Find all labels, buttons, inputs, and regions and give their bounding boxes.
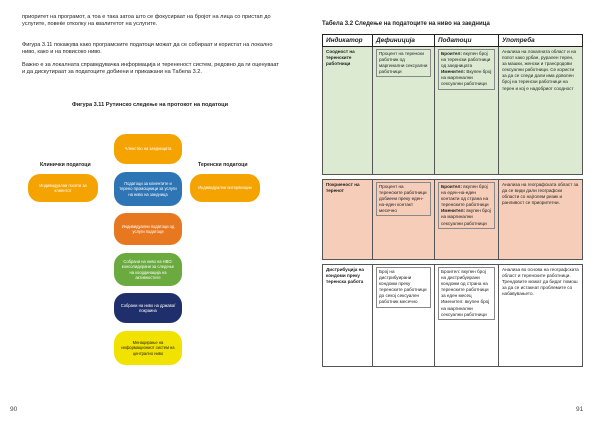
step-community-membership: Членство на заедницата bbox=[114, 134, 182, 164]
right-page bbox=[300, 0, 600, 424]
numerator-label: Броител: bbox=[441, 184, 462, 189]
field-data-label: Теренски податоци bbox=[198, 162, 248, 168]
numerator-text: вкупен број на еден-на-еден контакти од страна на теренските работници bbox=[441, 184, 489, 208]
table-header-row bbox=[323, 35, 583, 47]
definition-box: Процент на теренските работници добиени преку еден-на-еден контакт месечно bbox=[376, 182, 431, 216]
cell-use: Анализа на географската област за да се види дали географски области со најголем ризик и ранливост се приоритетни. bbox=[499, 180, 583, 260]
numerator-label: Броител: bbox=[441, 51, 462, 56]
denominator-text: вкупен број на маргинални сексуални работници bbox=[441, 299, 490, 317]
data-box bbox=[438, 267, 495, 320]
header-indicator: Индикатор bbox=[323, 35, 373, 47]
header-definition: Дефиниција bbox=[373, 35, 435, 47]
definition-box: Процент на теренски работник од маргинални сексуални работници bbox=[376, 49, 431, 77]
table-title: Табела 3.2 Следење на податоците на ниво на заедница bbox=[322, 21, 490, 27]
cell-indicator: Покриеност на теренот bbox=[323, 180, 373, 260]
definition-box: Број на дистрибуирани кондоми преку теренските работници до секој сексуален работник месечно bbox=[376, 267, 431, 308]
cell-definition bbox=[373, 265, 435, 367]
data-box bbox=[438, 182, 495, 229]
page-number-left: 90 bbox=[10, 406, 18, 413]
table-row bbox=[323, 47, 583, 175]
field-interventions-box: Индивидуални интервенции bbox=[190, 174, 260, 202]
cell-definition bbox=[373, 180, 435, 260]
step-client-data: Податоци за клиентите и терено промощници за услуги на ниво на заедница bbox=[114, 172, 182, 206]
header-data: Податоци bbox=[435, 35, 499, 47]
figure-title: Фигура 3.11 Рутинско следење на протокот на податоци bbox=[71, 102, 229, 108]
step-individual-service-data: Индивидуални податоци од услуги податоци bbox=[114, 213, 182, 245]
cell-definition bbox=[373, 47, 435, 175]
header-use: Употреба bbox=[499, 35, 583, 47]
cell-data bbox=[435, 180, 499, 260]
numerator-text: вкупен број на дистрибуирани кондоми од страна на теренските работници за еден месец bbox=[441, 269, 489, 299]
cell-indicator: Соодност на теренските работници bbox=[323, 47, 373, 175]
clinical-visits-box: Индивидуални посети за клиентот bbox=[28, 174, 98, 202]
step-ngo-level: Собрани на ниво на НВО: консолидирани за следење на координација на активностите bbox=[114, 253, 182, 286]
denominator-label: Именител: bbox=[441, 208, 466, 214]
cell-use: Анализа на локалната област и на попот како урбан, рурален терен, за машки, женски и трансродови сексуални работници. Се користи за да се следи дали има доволен број на теренски работници на терен и кој е надобриот соодност bbox=[499, 47, 583, 175]
numerator-label: Броител: bbox=[441, 269, 461, 274]
page-number-right: 91 bbox=[576, 406, 584, 413]
table-row bbox=[323, 265, 583, 367]
table-row bbox=[323, 180, 583, 260]
paragraph-2: Фигура 3.11 покажува како програмските податоци можат да се собираат и користат на локално ниво, како и на повисоко ниво. bbox=[22, 42, 273, 56]
denominator-label: Именител: bbox=[441, 69, 466, 75]
cell-data bbox=[435, 47, 499, 175]
cell-indicator: Дистрибуција на кондоми преку теренска работа bbox=[323, 265, 373, 367]
denominator-text: Вкупен број на маргинални сексуални работници bbox=[441, 69, 492, 87]
step-state-level: Собрани на ниво на држава/покраина bbox=[114, 293, 182, 323]
denominator-text: вкупен број на маргинални сексуални работници bbox=[441, 208, 491, 226]
community-monitoring-table bbox=[322, 34, 583, 367]
data-box bbox=[438, 49, 495, 90]
paragraph-1: приоритет на програмот, а тоа е така затоа што се фокусираат на бројот на лица со пристап до услугите, повеќе отколку на квалитетот на услугите. bbox=[22, 14, 271, 28]
cell-use: Анализа во основа на географската област и теренските работници. Трендовите можат да бидат помош за да се истакнат проблемите со набавувањето. bbox=[499, 265, 583, 367]
cell-data bbox=[435, 265, 499, 367]
clinical-data-label: Клинички податоци bbox=[40, 162, 91, 168]
numerator-text: вкупен број на теренски работници од заедницата bbox=[441, 51, 491, 69]
step-central-mis: Менаџирање на информациониот систем на централно ниво bbox=[114, 331, 182, 365]
paragraph-3: Важно е за локалната справедувачка информација и терененост систем, редовно да ги оценуваат и да дискутираат за податоците добиени и прикажани на Табела 3.2. bbox=[22, 62, 279, 76]
denominator-label: Именител: bbox=[441, 299, 464, 305]
